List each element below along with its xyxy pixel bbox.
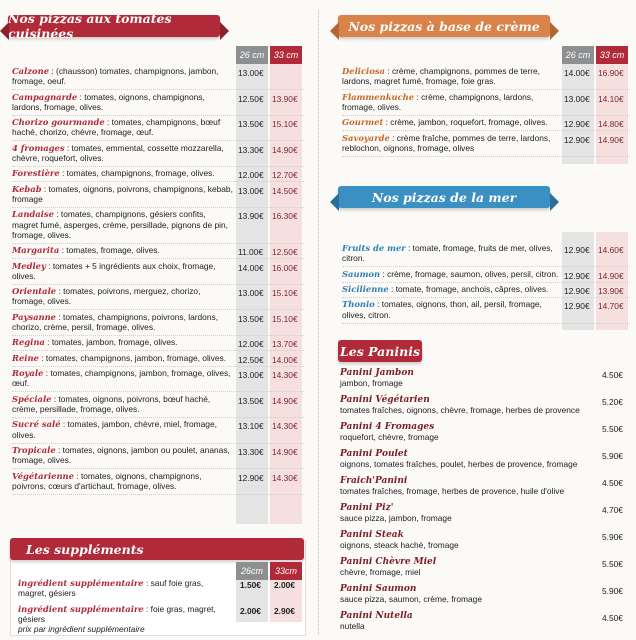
price-33cm: 14.90€ [272,144,298,155]
sea-pizza-row [342,269,560,279]
price-26cm: 14.00€ [564,68,590,78]
price-26cm: 12.90€ [564,270,590,281]
pizza-ingredients: : tomates, oignons, poivrons, champignons, kebab, fromage [12,183,233,204]
panini-name: Panini Jambon [340,368,414,378]
row-separator [12,366,304,367]
tomato-pizza-row [12,337,234,347]
tomato-banner [8,11,220,41]
pizza-name: Landaise [12,209,54,220]
panini-ingredients: oignons, tomates fraîches, poulet, herbes de provence, fromage [340,459,578,470]
panini-item [340,395,590,415]
pizza-name: Margarita [12,245,60,256]
tomato-pizza-row [12,92,234,112]
pizza-name: Saumon [342,268,381,279]
price-26cm: 12.90€ [564,245,590,255]
pizza-ingredients: : tomate, fromage, fruits de mer, olives, citron. [342,243,553,264]
pizza-ingredients: : tomates, champignons, poivrons, lardons, chorizo, crème, persil, fromage, olives. [12,311,219,332]
pizza-name: Sucré salé [12,419,61,430]
price-33cm: 13.90€ [598,286,624,296]
row-separator [342,89,630,90]
cream-banner [338,15,550,37]
panini-item [340,557,590,577]
tomato-pizza-row [12,117,234,137]
sea-title: Nos pizzas de la mer [371,189,517,205]
row-separator [342,156,630,157]
row-separator [12,258,304,259]
price-33cm: 15.10€ [272,313,298,324]
price-26cm: 12.90€ [564,119,590,130]
pizza-ingredients: : tomates, oignons, champignons, poivrons, cœurs d'artichaut, fromage, olives. [12,470,202,491]
pizza-ingredients: : tomates, oignons, poivrons, bœuf haché, crème, persillade, fromage, olives. [12,393,211,414]
ribbon-tail [220,22,229,40]
pizza-ingredients: : tomate, fromage, anchois, câpres, olives. [388,284,549,294]
price-33cm: 14.90€ [272,395,298,406]
sup-size-header-26: 26cm [236,562,268,580]
pizza-ingredients: : tomates, champignons, fromage, olives. [59,168,215,179]
price-26cm: 12.00€ [238,339,264,350]
pizza-ingredients: : tomates, oignons, jambon ou poulet, ananas, fromage, olives. [12,445,230,466]
row-separator [12,335,304,336]
row-separator [342,115,630,116]
pizza-name: Chorizo gourmande [12,117,105,128]
sea-pizza-row [342,299,560,319]
pizza-ingredients: : crème, champignons, lardons, fromage, olives. [342,91,534,112]
panini-item [340,449,590,469]
price-26cm: 12.90€ [564,134,590,145]
ribbon-tail [550,193,559,211]
price-26cm: 13.50€ [238,395,264,406]
pizza-ingredients: : crème fraîche, pommes de terre, lardons, reblochon, oignons, fromage, olives [342,132,551,153]
panini-price: 4.50€ [602,478,623,488]
pizza-name: Fruits de mer [342,243,406,253]
pizza-ingredients: : tomates, jambon, fromage, olives. [44,337,178,348]
pizza-ingredients: : tomates, champignons, bœuf haché, chorizo, chèvre, fromage, œuf. [12,117,221,138]
supplements-banner [10,538,304,560]
tomato-pizza-row [12,312,234,332]
panini-ingredients: jambon, fromage [340,378,403,389]
row-separator [12,181,304,182]
cream-pizza-row [342,117,560,127]
row-separator [12,284,304,285]
price-33cm: 14.30€ [272,472,298,483]
tomato-title: Nos pizzas aux tomates cuisinées [8,11,172,41]
tomato-pizza-row [12,168,234,178]
price-26cm: 13.30€ [238,447,264,457]
price-26cm: 12.90€ [564,301,590,312]
price-26cm: 13.00€ [238,288,264,299]
cream-pizza-row [342,133,560,153]
column-divider [318,10,319,635]
panini-price: 5.50€ [602,559,623,569]
panini-item [340,476,590,496]
price-26cm: 13.50€ [238,313,264,324]
tomato-pizza-row [12,66,234,86]
supplement-price-26: 1.50€ [240,580,261,590]
tomato-pizza-row [12,445,234,465]
pizza-ingredients: : tomates, fromage, olives. [59,245,160,256]
pizza-ingredients: : (chausson) tomates, champignons, jambon, fromage, oeuf. [12,66,219,87]
row-separator [12,350,304,351]
pizza-ingredients: : tomates, champignons, jambon, fromage, olives, œuf. [12,368,231,389]
size-header-26: 26 cm [236,46,268,64]
pizza-ingredients: : crème, champignons, pommes de terre, lardons, magret fumé, fromage, foie gras. [342,66,540,87]
row-separator [12,417,304,418]
panini-price: 5.90€ [602,532,623,542]
tomato-pizza-row [12,143,234,163]
pizza-name: Campagnarde [12,91,78,102]
ribbon-tail [330,22,339,40]
panini-item [340,584,590,604]
pizza-name: Royale [12,368,44,379]
price-33cm: 14.90€ [272,447,298,457]
panini-ingredients: tomates fraîches, oignons, chèvre, fromage, herbes de provence [340,405,580,416]
panini-ingredients: chèvre, fromage, miel [340,567,421,578]
price-33cm: 16.90€ [598,68,624,78]
price-26cm: 13.00€ [238,185,264,196]
panini-price: 4.70€ [602,505,623,515]
price-33cm: 14.90€ [598,270,624,281]
price-26cm: 14.00€ [238,262,264,273]
pizza-ingredients: : tomates, oignons, thon, ail, persil, fromage, olives, citron. [342,299,542,320]
cream-title: Nos pizzas à base de crème [348,18,540,34]
row-separator [12,115,304,116]
supplement-row: ingrédient supplémentaire : sauf foie gras, magret, gésiers [18,578,204,599]
panini-price: 5.50€ [602,424,623,434]
price-33cm: 14.70€ [598,301,624,312]
ribbon-tail [0,22,9,40]
pizza-ingredients: : crème, fromage, saumon, olives, persil, citron. [380,268,559,279]
row-separator [342,130,630,131]
price-33cm: 14.00€ [272,354,298,365]
size-header-33: 33 cm [270,46,302,64]
pizza-name: Reine [12,352,39,363]
price-33cm: 12.70€ [272,170,298,181]
price-33cm: 16.30€ [272,211,298,222]
supplement-price-26: 2.00€ [240,606,261,616]
supplement-row: ingrédient supplémentaire : foie gras, magret, gésiers [18,604,216,625]
row-separator [342,266,630,267]
price-33cm: 13.70€ [272,339,298,350]
pizza-name: Calzone [12,66,50,76]
price-33cm: 14.30€ [272,421,298,432]
pizza-name: Savoyarde [342,132,390,143]
pizza-name: Deliciosa [342,66,385,76]
panini-name: Panini Saumon [340,584,417,594]
price-26cm: 12.90€ [238,472,264,483]
panini-price: 4.50€ [602,613,623,623]
panini-item [340,368,590,388]
paninis-banner [338,340,422,362]
panini-item [340,611,590,631]
ribbon-tail [330,193,339,211]
price-26cm: 13.90€ [238,211,264,222]
price-26cm: 12.90€ [564,286,590,296]
sup-size-header-33: 33cm [270,562,302,580]
tomato-pizza-row [12,184,234,204]
row-separator [12,391,304,392]
pizza-name: Paysanne [12,311,57,322]
panini-item [340,422,590,442]
sea-pizza-row [342,284,560,294]
pizza-ingredients: : tomates, jambon, chèvre, miel, fromage, olives. [12,419,217,440]
panini-price: 5.90€ [602,451,623,461]
panini-ingredients: sauce pizza, jambon, fromage [340,513,452,524]
row-separator [12,89,304,90]
supplement-price-33: 2.90€ [274,606,295,616]
row-separator [12,140,304,141]
row-separator [12,166,304,167]
paninis-title: Les Paninis [339,343,420,359]
pizza-ingredients: : tomates, champignons, gésiers confits, magret fumé, asperges, crème, persillade, pignons de pin, fromage, olives. [12,209,229,240]
supplement-note: prix par ingrédient supplémentaire [18,624,145,634]
price-33cm: 14.80€ [598,119,624,130]
price-33cm: 14.90€ [598,134,624,145]
panini-ingredients: oignons, steack haché, fromage [340,540,459,551]
tomato-pizza-row [12,368,234,388]
price-26cm: 13.30€ [238,144,264,155]
price-33cm: 13.90€ [272,93,298,104]
panini-name: Panini Poulet [340,449,408,459]
pizza-ingredients: : crème, jambon, roquefort, fromage, olives. [383,117,548,128]
tomato-pizza-row [12,471,234,491]
cream-size-header-33: 33 cm [596,46,628,64]
row-separator [342,323,630,324]
pizza-ingredients: : tomates, emmental, cossette mozzarella, chèvre, roquefort, olives. [12,142,224,163]
panini-name: Panini Chèvre Miel [340,557,437,567]
pizza-name: Kebab [12,183,42,194]
price-33cm: 15.10€ [272,119,298,130]
sea-pizza-row [342,243,560,263]
price-33cm: 14.50€ [272,185,298,196]
panini-ingredients: sauce pizza, saumon, crème, fromage [340,594,482,605]
panini-name: Panini Nutella [340,611,413,621]
sea-banner [338,186,550,208]
tomato-pizza-row [12,245,234,255]
price-33cm: 12.50€ [272,247,298,258]
panini-ingredients: roquefort, chèvre, fromage [340,432,439,443]
panini-price: 5.20€ [602,397,623,407]
pizza-name: Orientale [12,286,57,297]
panini-name: Panini Végétarien [340,395,430,405]
tomato-pizza-row [12,419,234,439]
tomato-pizza-row [12,353,234,363]
price-33cm: 16.00€ [272,262,298,273]
panini-name: Fraich'Panini [340,476,408,486]
pizza-ingredients: : tomates, oignons, champignons, lardons, fromage, olives. [12,91,205,112]
price-26cm: 12.50€ [238,93,264,104]
panini-item [340,530,590,550]
price-33cm: 14.60€ [598,245,624,255]
row-separator [12,243,304,244]
row-separator [12,494,304,495]
price-26cm: 12.50€ [238,354,264,365]
row-separator [342,297,630,298]
panini-name: Panini 4 Fromages [340,422,435,432]
tomato-pizza-row [12,209,234,240]
cream-pizza-row [342,92,560,112]
price-33cm: 15.10€ [272,288,298,299]
price-26cm: 13.50€ [238,119,264,130]
panini-ingredients: nutella [340,621,365,632]
cream-size-header-26: 26 cm [562,46,594,64]
tomato-pizza-row [12,394,234,414]
price-26cm: 13.00€ [238,68,264,78]
panini-name: Panini Steak [340,530,404,540]
price-33cm: 14.30€ [272,370,298,381]
panini-name: Panini Piz' [340,503,394,513]
pizza-ingredients: : tomates + 5 ingrédients aux choix, fromage, olives. [12,260,216,281]
row-separator [12,468,304,469]
pizza-name: Végétarienne [12,470,74,481]
row-separator [12,443,304,444]
panini-ingredients: tomates fraîches, fromage, herbes de provence, huile d'olive [340,486,565,497]
pizza-name: Thonio [342,299,375,310]
cream-pizza-row [342,66,560,86]
pizza-ingredients: : tomates, champignons, jambon, fromage, olives. [38,352,227,363]
price-26cm: 12.00€ [238,170,264,181]
price-33cm: 14.10€ [598,93,624,104]
pizza-name: Tropicale [12,445,56,455]
price-26cm: 13.00€ [564,93,590,104]
row-separator [12,207,304,208]
supplements-title: Les suppléments [26,541,144,557]
panini-item [340,503,590,523]
price-26cm: 13.10€ [238,421,264,432]
pizza-name: Medley [12,260,46,271]
pizza-ingredients: : tomates, poivrons, merguez, chorizo, fromage, olives. [12,286,201,307]
pizza-name: Gourmet [342,117,384,128]
pizza-name: Spéciale [12,393,52,404]
panini-price: 5.90€ [602,586,623,596]
panini-price: 4.50€ [602,370,623,380]
row-separator [12,309,304,310]
supplement-price-33: 2.00€ [274,580,295,590]
price-26cm: 11.00€ [238,247,263,258]
price-26cm: 13.00€ [238,370,264,381]
tomato-pizza-row [12,286,234,306]
tomato-pizza-row [12,261,234,281]
pizza-name: Forestière [12,168,60,179]
pizza-name: Flammenkuche [342,91,415,102]
pizza-name: Sicilienne [342,284,389,294]
pizza-name: 4 fromages [12,142,65,153]
ribbon-tail [550,22,559,40]
row-separator [342,282,630,283]
pizza-name: Regina [12,337,45,348]
